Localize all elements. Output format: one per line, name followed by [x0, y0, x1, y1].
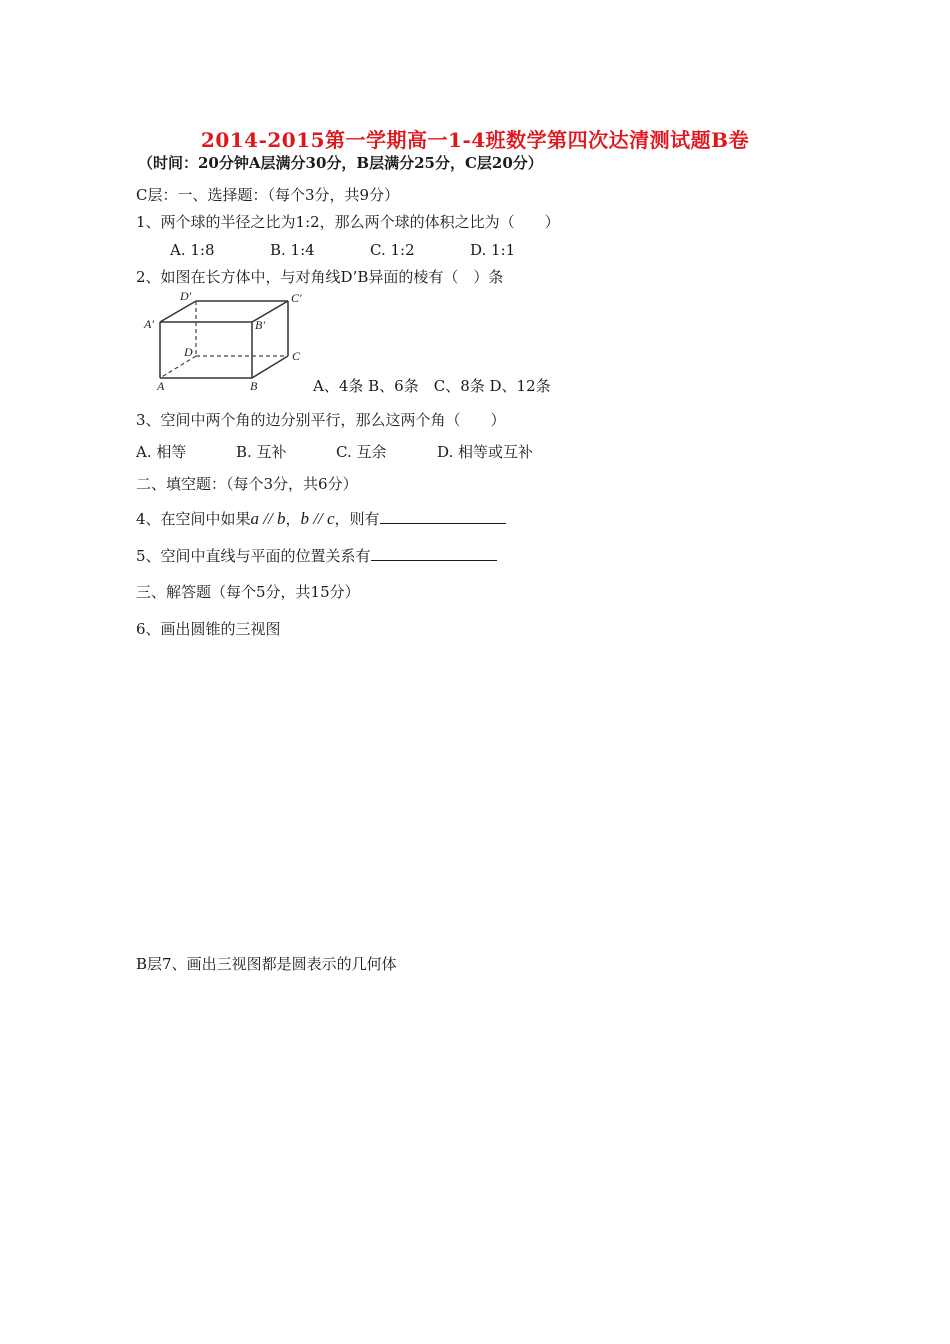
exam-subtitle: （时间：20分钟A层满分30分，B层满分25分，C层20分） [138, 154, 543, 172]
question-1-option-b: B. 1:4 [270, 241, 315, 259]
question-5-stem: 5、空间中直线与平面的位置关系有 [136, 547, 371, 565]
question-5-answer-blank[interactable] [371, 545, 497, 561]
question-5 [136, 545, 497, 566]
question-1-stem: 1、两个球的半径之比为1:2，那么两个球的体积之比为（ ） [136, 213, 560, 231]
question-4-sep: ， [285, 510, 301, 528]
question-1-option-a: A. 1:8 [170, 241, 215, 259]
cuboid-figure [140, 290, 310, 394]
question-3-stem: 3、空间中两个角的边分别平行，那么这两个角（ ） [136, 411, 506, 429]
question-4 [136, 508, 506, 529]
section-fill-heading: 二、填空题：（每个3分，共6分） [136, 475, 358, 493]
label-d: D [184, 345, 193, 359]
question-7-stem: B层7、画出三视图都是圆表示的几何体 [136, 955, 397, 973]
label-a-prime: A' [144, 317, 154, 331]
question-4-prefix: 4、在空间中如果 [136, 510, 251, 528]
question-3-option-b: B. 互补 [236, 443, 287, 461]
question-2-options: A、4条 B、6条 C、8条 D、12条 [313, 377, 551, 395]
question-4-suffix: ，则有 [334, 510, 380, 528]
label-c: C [292, 349, 301, 363]
question-3-option-d: D. 相等或互补 [437, 443, 534, 461]
question-1-option-d: D. 1:1 [470, 241, 516, 259]
question-1-option-c: C. 1:2 [370, 241, 415, 259]
label-c-prime: C' [291, 291, 302, 305]
label-b: B [250, 379, 258, 393]
label-b-prime: B' [255, 318, 265, 332]
section-answer-heading: 三、解答题（每个5分，共15分） [136, 583, 360, 601]
question-4-answer-blank[interactable] [380, 508, 506, 524]
question-3-option-a: A. 相等 [136, 443, 187, 461]
exam-title: 2014-2015第一学期高一1-4班数学第四次达清测试题B卷 [200, 128, 750, 152]
label-d-prime: D' [180, 290, 192, 303]
question-3-option-c: C. 互余 [336, 443, 387, 461]
question-2-stem: 2、如图在长方体中，与对角线D’B异面的棱有（ ）条 [136, 268, 504, 286]
question-4-expr-2: b // c [300, 509, 335, 528]
label-a: A [157, 379, 165, 393]
question-4-expr-1: a // b [250, 509, 286, 528]
question-6-stem: 6、画出圆锥的三视图 [136, 620, 281, 638]
section-choice-heading: C层：一、选择题：（每个3分，共9分） [136, 186, 400, 204]
